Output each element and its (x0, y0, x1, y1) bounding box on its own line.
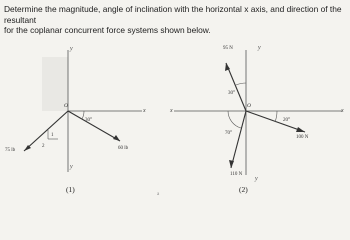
figure-2-arrowhead-100N (296, 127, 305, 132)
figure-2-origin-label: O (247, 103, 251, 109)
figure-2-angle-arc-70 (228, 111, 241, 128)
figure-2-angle-70-label: 70° (225, 131, 232, 136)
figure-2-diagram (174, 50, 342, 175)
figure-1-y-top-label: y (70, 46, 73, 52)
figure-1-diagram (24, 50, 142, 172)
figure-1-angle-label: 30° (85, 118, 92, 123)
figure-2-angle-arc-30 (236, 83, 246, 85)
figure-1-arrowhead-60lb (113, 135, 120, 141)
figure-2-angle-arc-20 (275, 111, 277, 122)
figure-1-force-75lb-label: 75 lb (5, 148, 16, 153)
figure-1-angle-arc (82, 111, 84, 119)
figure-2-y-bottom-label: y (255, 176, 258, 182)
problem-line-2: for the coplanar concurrent force systems shown below. (4, 25, 211, 35)
figure-2-arrowhead-110N (229, 160, 234, 168)
figure-2-x-left-label: x (170, 108, 173, 114)
figure-2-force-110N-label: 110 N (230, 172, 243, 177)
figure-1-force-75lb (24, 111, 68, 151)
figure-1-slope-rise-label: 1 (51, 133, 54, 138)
figure-2-y-top-label: y (258, 45, 261, 51)
figure-1-y-bottom-label: y (70, 164, 73, 170)
stray-mark: a (157, 192, 160, 197)
figure-2-caption: (2) (239, 185, 248, 194)
figure-2-force-100N-label: 100 N (296, 135, 309, 140)
figure-2-force-110N (231, 111, 246, 168)
figure-1-x-label: x (143, 108, 146, 114)
figure-2-angle-20-label: 20° (283, 118, 290, 123)
figure-2-force-95N-label: 95 N (223, 46, 233, 51)
figure-1-force-60lb-label: 60 lb (118, 146, 129, 151)
figure-2-force-95N (226, 63, 246, 111)
figure-1-caption: (1) (66, 185, 75, 194)
figure-2-angle-30-label: 30° (228, 91, 235, 96)
figure-1-origin-label: O (64, 103, 68, 109)
figure-2-x-label: x (341, 108, 344, 114)
problem-line-1: Determine the magnitude, angle of inclination with the horizontal x axis, and direction of the resultant (4, 4, 342, 25)
figure-1-force-60lb (68, 111, 120, 141)
figure-1-slope-run-label: 2 (42, 144, 45, 149)
